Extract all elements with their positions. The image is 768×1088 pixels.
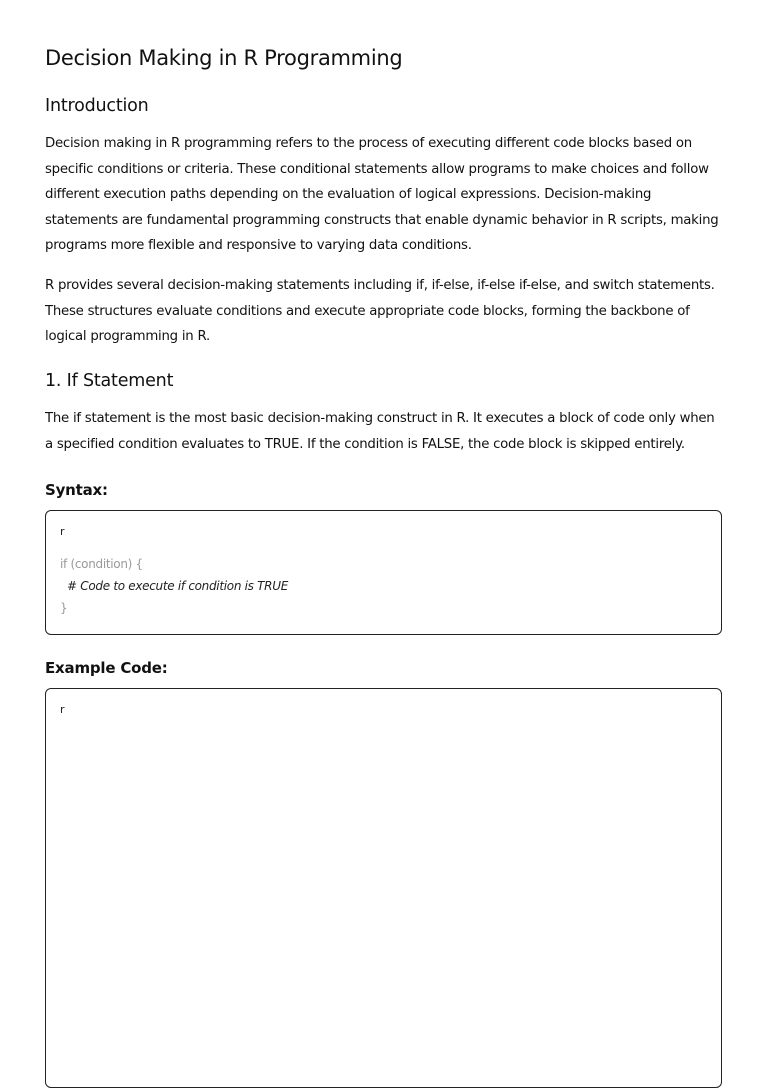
intro-paragraph-2: R provides several decision-making statements including if, if-else, if-else if-else, and switch statements. These structures evaluate conditions and execute appropriate code blocks, forming the backbone of logical programming in R. xyxy=(45,278,715,345)
syntax-code-block xyxy=(45,510,722,635)
code-language-label: r xyxy=(60,703,65,716)
if-statement-heading: 1. If Statement xyxy=(45,371,174,391)
code-language-label: r xyxy=(60,525,65,538)
code-comment-line: # Code to execute if condition is TRUE xyxy=(60,579,288,593)
syntax-heading: Syntax: xyxy=(45,481,108,499)
intro-paragraph-1: Decision making in R programming refers to the process of executing different code blocks based on specific conditions or criteria. These conditional statements allow programs to make choices and follow different execution paths depending on the evaluation of logical expressions. Decision-making statements are fundamental programming constructs that enable dynamic behavior in R scripts, making programs more flexible and responsive to varying data conditions. xyxy=(45,136,719,254)
page-title: Decision Making in R Programming xyxy=(45,46,403,70)
example-code-heading: Example Code: xyxy=(45,659,168,677)
if-statement-paragraph: The if statement is the most basic decision-making construct in R. It executes a block of code only when a specified condition evaluates to TRUE. If the condition is FALSE, the code block is skipped entirely. xyxy=(45,411,715,452)
code-line: if (condition) { xyxy=(60,557,143,571)
example-code-block xyxy=(45,688,722,1088)
introduction-heading: Introduction xyxy=(45,96,149,116)
code-line: } xyxy=(60,601,68,615)
